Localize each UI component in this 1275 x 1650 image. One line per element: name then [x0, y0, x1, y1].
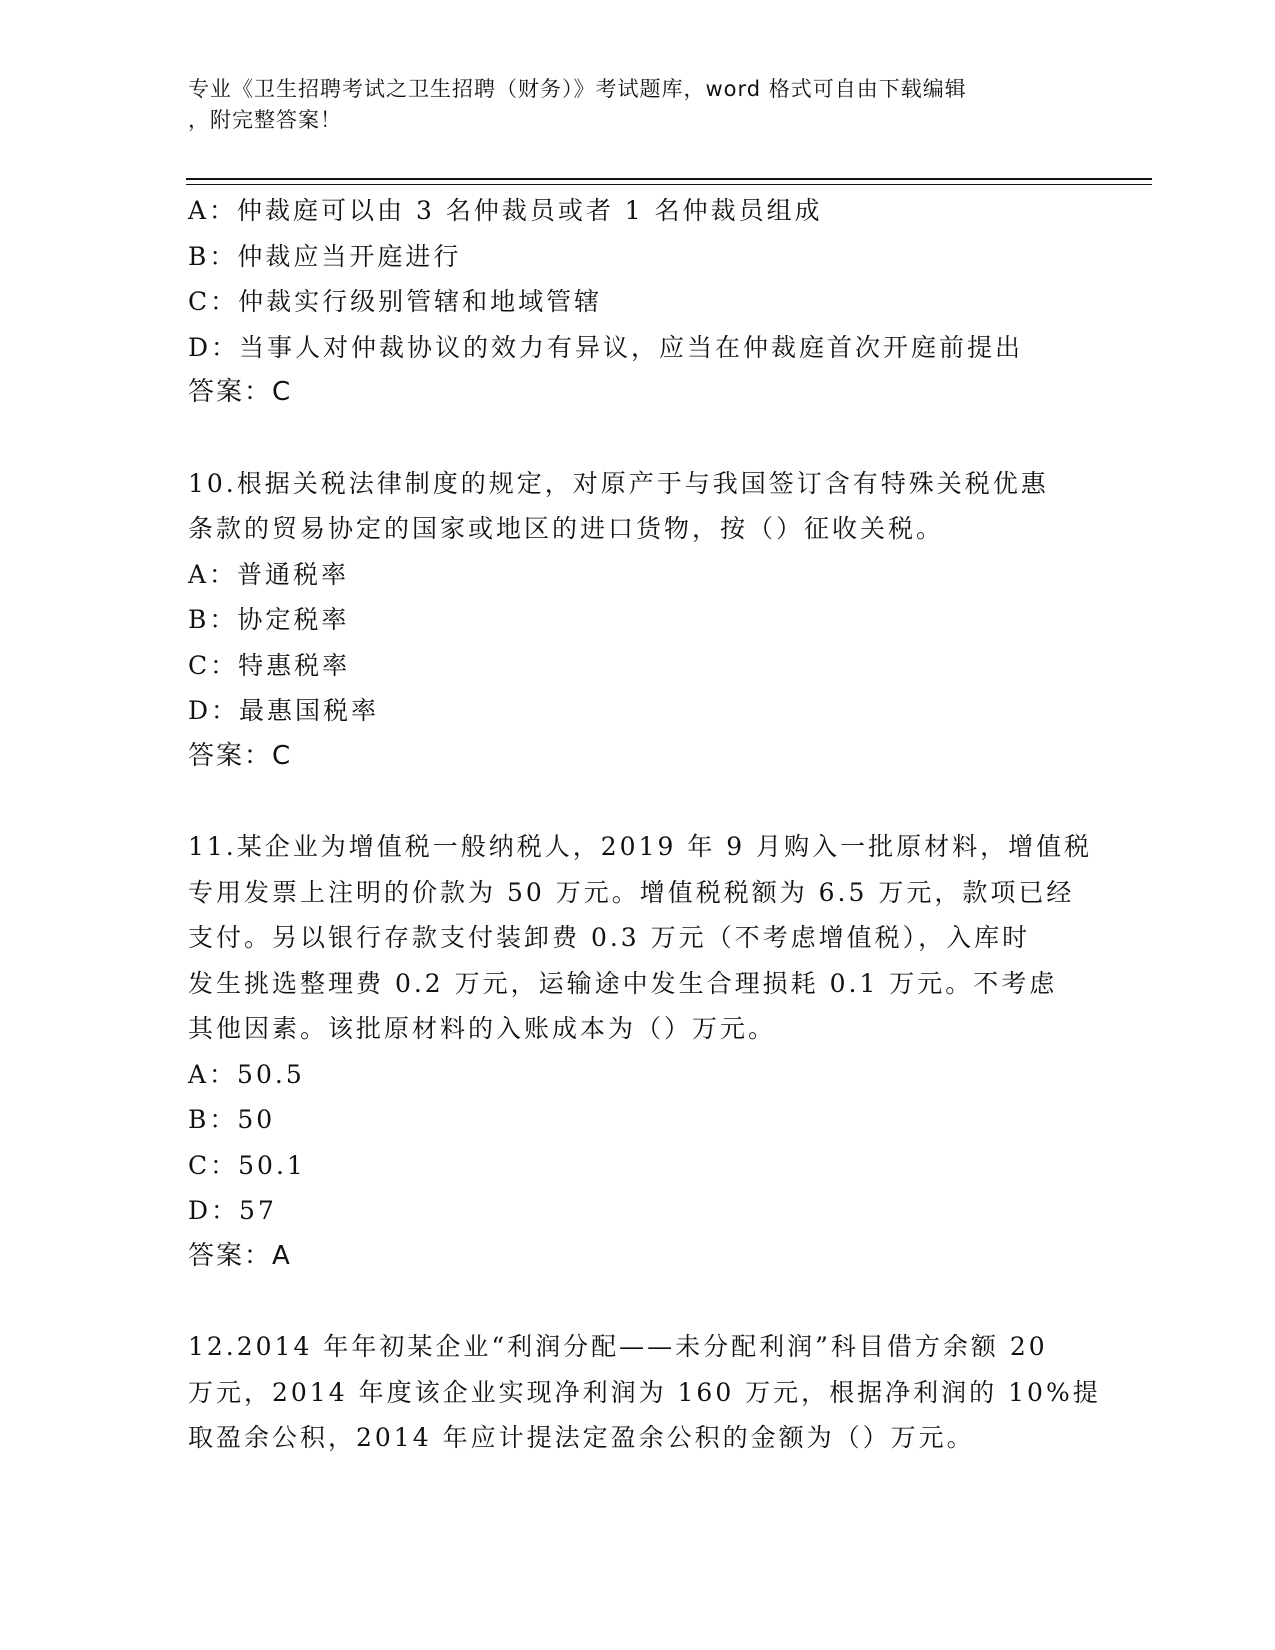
answer-line: 答案：C: [188, 740, 293, 771]
question-9-block: [188, 188, 1088, 416]
question-stem-line: 万元，2014 年度该企业实现净利润为 160 万元，根据净利润的 10%提: [188, 1377, 1101, 1407]
question-content: [188, 188, 1101, 1461]
question-11-block: [188, 824, 1093, 1279]
option-a: A：仲裁庭可以由 3 名仲裁员或者 1 名仲裁员组成: [188, 196, 823, 225]
spacer: [188, 779, 1088, 824]
option-d: D：最惠国税率: [188, 696, 380, 725]
option-c: C：仲裁实行级别管辖和地域管辖: [188, 287, 603, 316]
answer-line: 答案：A: [188, 1240, 292, 1271]
question-10-block: [188, 461, 1088, 780]
option-b: B：协定税率: [188, 605, 350, 634]
question-stem-line: 11.某企业为增值税一般纳税人，2019 年 9 月购入一批原材料，增值税: [188, 832, 1093, 861]
option-d: D：57: [188, 1196, 277, 1225]
question-stem-line: 专用发票上注明的价款为 50 万元。增值税税额为 6.5 万元，款项已经: [188, 877, 1075, 907]
option-b: B：仲裁应当开庭进行: [188, 241, 462, 271]
question-stem-line: 10.根据关税法律制度的规定，对原产于与我国签订含有特殊关税优惠: [188, 468, 1049, 498]
spacer: [188, 416, 1088, 461]
option-c: C：特惠税率: [188, 650, 351, 680]
question-stem-line: 支付。另以银行存款支付装卸费 0.3 万元（不考虑增值税），入库时: [188, 923, 1031, 952]
option-a: A：普通税率: [188, 559, 350, 589]
question-12-block: [188, 1324, 1101, 1461]
spacer: [188, 1279, 1088, 1324]
option-c: C：50.1: [188, 1150, 306, 1180]
question-stem-line: 其他因素。该批原材料的入账成本为（）万元。: [188, 1014, 777, 1043]
header-divider-thick: [186, 178, 1152, 180]
document-header: 专业《卫生招聘考试之卫生招聘（财务）》考试题库，word 格式可自由下载编辑 ，附完整答案！: [188, 77, 967, 132]
question-stem-line: 12.2014 年年初某企业“利润分配——未分配利润”科目借方余额 20: [188, 1332, 1048, 1361]
option-a: A：50.5: [188, 1059, 305, 1089]
answer-line: 答案：C: [188, 377, 293, 407]
header-divider-thin: [186, 184, 1152, 185]
question-stem-line: 条款的贸易协定的国家或地区的进口货物，按（）征收关税。: [188, 514, 945, 543]
option-d: D：当事人对仲裁协议的效力有异议，应当在仲裁庭首次开庭前提出: [188, 332, 1024, 362]
option-b: B：50: [188, 1105, 276, 1134]
question-stem-line: 取盈余公积，2014 年应计提法定盈余公积的金额为（）万元。: [188, 1423, 975, 1452]
question-stem-line: 发生挑选整理费 0.2 万元，运输途中发生合理损耗 0.1 万元。不考虑: [188, 968, 1058, 998]
